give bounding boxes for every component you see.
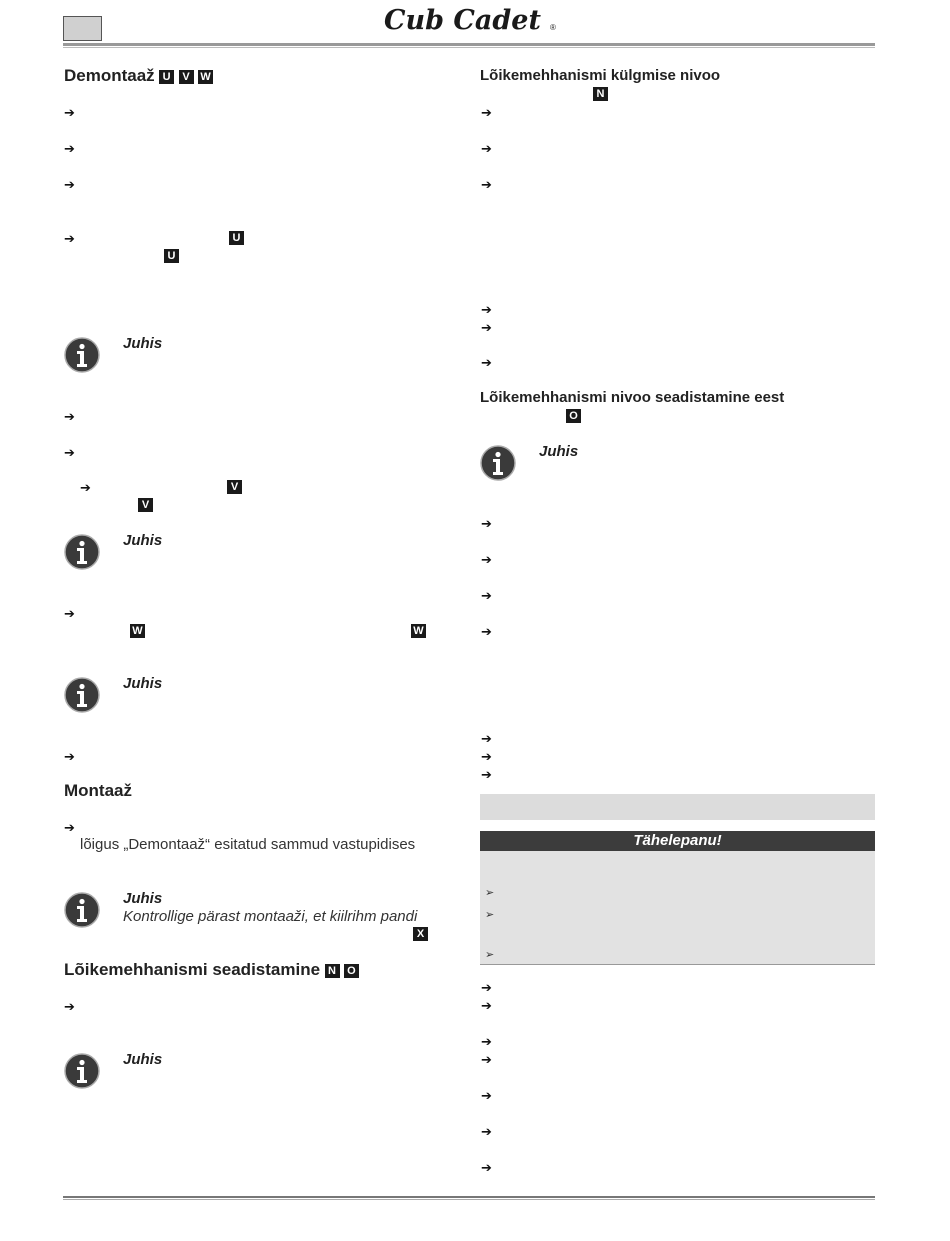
note-title: Juhis [123,335,163,352]
kulgmise-title: Lõikemehhanismi külgmise nivoo [480,67,721,84]
brand-logo [380,4,560,36]
info-icon [480,445,516,486]
arrow-icon: ➔ [64,820,75,835]
arrow-icon: ➔ [481,1034,492,1049]
montaaz-title: Montaaž [64,781,132,800]
warning-title: Tähelepanu! [480,831,875,851]
arrow-icon: ➔ [481,1124,492,1139]
arrow-icon: ➔ [481,302,492,317]
arrow-icon: ➔ [481,141,492,156]
triangle-bullet-icon: ➢ [485,887,495,899]
arrow-icon: ➔ [481,177,492,192]
triangle-bullet-icon: ➢ [485,909,495,921]
eest-title: Lõikemehhanismi nivoo seadistamine eest [480,389,785,406]
figure-badge-v: V [179,70,194,84]
arrow-icon: ➔ [481,767,492,782]
figure-badge-n: N [593,87,608,101]
brand-logo-text: Cub Cadet [384,5,541,36]
info-icon [64,1053,100,1094]
arrow-icon: ➔ [481,749,492,764]
warning-box [480,851,875,965]
arrow-icon: ➔ [64,141,75,156]
figure-badge-w: W [411,624,426,638]
note-title: Juhis [123,675,163,692]
figure-badge-v: V [227,480,242,494]
figure-badge-x: X [413,927,428,941]
arrow-icon: ➔ [481,980,492,995]
arrow-icon: ➔ [481,552,492,567]
arrow-icon: ➔ [64,445,75,460]
figure-badge-o: O [344,964,359,978]
arrow-icon: ➔ [64,105,75,120]
figure-badge-o: O [566,409,581,423]
triangle-bullet-icon: ➢ [485,949,495,961]
info-icon [64,337,100,378]
arrow-icon: ➔ [80,480,91,495]
demontaaz-heading [64,66,213,86]
note-text: Kontrollige pärast montaaži, et kiilrihm pandi [123,908,418,925]
figure-badge-v: V [138,498,153,512]
note-title: Juhis [539,443,579,460]
arrow-icon: ➔ [64,231,75,246]
figure-badge-u: U [159,70,174,84]
arrow-icon: ➔ [481,1088,492,1103]
figure-badge-w: W [198,70,213,84]
arrow-icon: ➔ [481,105,492,120]
demontaaz-title: Demontaaž [64,66,155,85]
info-icon [64,534,100,575]
registered-mark: ® [550,23,556,32]
arrow-icon: ➔ [64,409,75,424]
section-gray-bar [480,794,875,820]
montaaz-text: lõigus „Demontaaž“ esitatud sammud vastupidises [80,836,416,853]
arrow-icon: ➔ [481,998,492,1013]
header-rule [63,43,875,46]
arrow-icon: ➔ [481,731,492,746]
arrow-icon: ➔ [481,355,492,370]
header-rule-thin [63,47,875,48]
seadistamine-title: Lõikemehhanismi seadistamine [64,960,321,979]
note-title: Juhis [123,1051,163,1068]
arrow-icon: ➔ [481,1052,492,1067]
arrow-icon: ➔ [64,177,75,192]
arrow-icon: ➔ [64,749,75,764]
figure-badge-u: U [164,249,179,263]
arrow-icon: ➔ [64,999,75,1014]
figure-badge-w: W [130,624,145,638]
figure-badge-n: N [325,964,340,978]
info-icon [64,677,100,718]
arrow-icon: ➔ [481,516,492,531]
note-title: Juhis [123,890,163,907]
figure-badge-u: U [229,231,244,245]
arrow-icon: ➔ [481,320,492,335]
arrow-icon: ➔ [64,606,75,621]
page-number-tab [63,16,102,41]
footer-rule [63,1196,875,1198]
arrow-icon: ➔ [481,624,492,639]
arrow-icon: ➔ [481,588,492,603]
seadistamine-heading [64,960,359,980]
arrow-icon: ➔ [481,1160,492,1175]
info-icon [64,892,100,933]
footer-rule-thin [63,1199,875,1200]
note-title: Juhis [123,532,163,549]
